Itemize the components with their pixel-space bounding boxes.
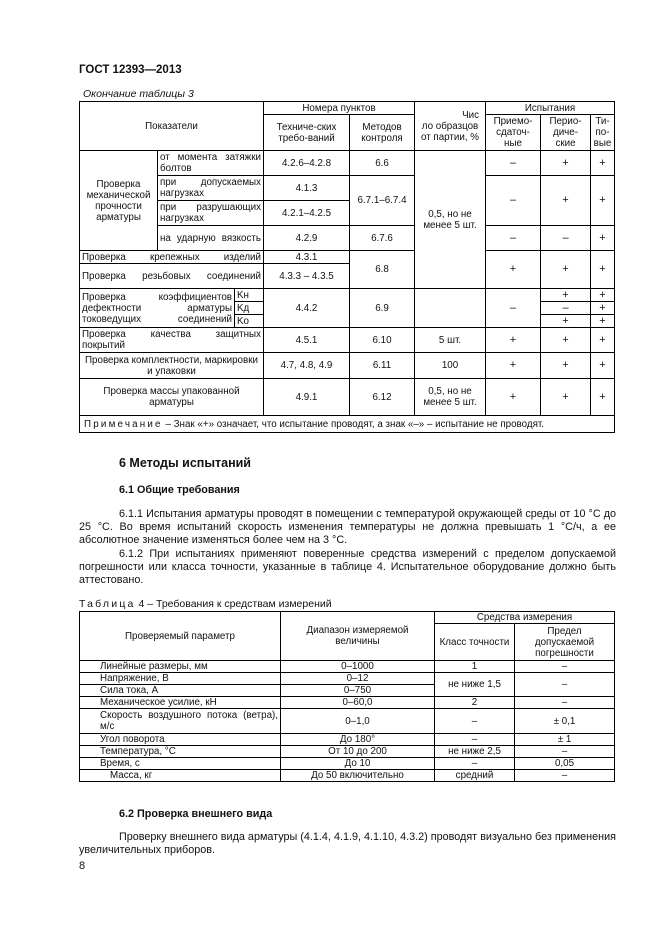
t4-row-param: Температура, °С [80, 746, 281, 758]
t4-row-param: Напряжение, В [80, 673, 281, 685]
row-coatings-per: + [541, 328, 591, 353]
table3-note [80, 416, 615, 433]
col-range: Диапазон измеряемой величины [281, 612, 435, 661]
row-mass-per: + [541, 379, 591, 416]
t4-row-range: До 180° [281, 734, 435, 746]
row-defect-k3: Kо [235, 315, 264, 328]
col-accuracy: Класс точности [435, 624, 515, 661]
table4-caption-word: Таблица [79, 598, 136, 610]
paragraph-612: 6.1.2 При испытаниях применяют поверенные средства измерений с пределом допускаемой погрешности или класса точности, указанные в таблице 4. Испытательное оборудование должно быть аттестовано. [79, 548, 616, 586]
t4-row-range: От 10 до 200 [281, 746, 435, 758]
row-defect-tech: 4.4.2 [264, 289, 350, 328]
row-impact-meth: 6.7.6 [350, 226, 415, 251]
row-fasteners-typ: + [591, 251, 615, 289]
row-load-acc: – [486, 176, 541, 226]
standard-header: ГОСТ 12393—2013 [79, 64, 182, 76]
section61-title: 6.1 Общие требования [119, 484, 240, 496]
t4-row-range: 0–750 [281, 685, 435, 697]
row-coatings-meth: 6.10 [350, 328, 415, 353]
section6-title: 6 Методы испытаний [119, 456, 251, 470]
paragraph-62: Проверку внешнего вида арматуры (4.1.4, 4.1.9, 4.1.10, 4.3.2) проводят визуально без применения увеличительных приборов. [79, 831, 616, 856]
t4-row-range: 0–1000 [281, 661, 435, 673]
row-impact-per: – [541, 226, 591, 251]
col-samples [415, 102, 486, 151]
row-defect-k2: Kд [235, 302, 264, 315]
note-word: Примечание [84, 418, 163, 430]
row-defect-label: Проверка коэффициентов дефектности арматуры токоведущих соединений [80, 289, 235, 328]
t4-row-param: Масса, кг [80, 770, 281, 782]
samples-group-cell: 0,5, но не менее 5 шт. [415, 151, 486, 289]
row-permissible-load-label: при допускаемых нагрузках [158, 176, 264, 201]
col-error: Предел допускаемой погрешности [515, 624, 615, 661]
row-defect-acc: – [486, 289, 541, 328]
t4-row-acc: – [435, 709, 515, 734]
table3-caption: Окончание таблицы 3 [83, 88, 194, 100]
table4-caption [79, 598, 332, 610]
row-mass-label: Проверка массы упакованной арматуры [80, 379, 264, 416]
row-coatings-tech: 4.5.1 [264, 328, 350, 353]
row-load-meth: 6.7.1–6.7.4 [350, 176, 415, 226]
row-bolt-torque-typ: + [591, 151, 615, 176]
row-fasteners-acc: + [486, 251, 541, 289]
page-number: 8 [79, 860, 86, 872]
col-methods: Методов контроля [350, 115, 415, 151]
row-completeness-acc: + [486, 353, 541, 379]
t4-row-acc: – [435, 758, 515, 770]
t4-row-range: 0–12 [281, 673, 435, 685]
row-impact-tech: 4.2.9 [264, 226, 350, 251]
row-fasteners-label: Проверка крепежных изделий [80, 251, 264, 264]
row-breaking-load-label: при разрушающих нагрузках [158, 201, 264, 226]
t4-row-err: ± 0,1 [515, 709, 615, 734]
row-completeness-per: + [541, 353, 591, 379]
section62-title: 6.2 Проверка внешнего вида [119, 808, 273, 820]
row-breaking-load-tech: 4.2.1–4.2.5 [264, 201, 350, 226]
row-coatings-typ: + [591, 328, 615, 353]
col-tests: Испытания [486, 102, 615, 115]
note-text: – Знак «+» означает, что испытание проводят, а знак «–» – испытание не проводят. [162, 418, 544, 430]
row-defect-typ2: + [591, 302, 615, 315]
row-mass-meth: 6.12 [350, 379, 415, 416]
row-mass-typ: + [591, 379, 615, 416]
row-completeness-label: Проверка комплектности, маркировки и упаковки [80, 353, 264, 379]
row-defect-per1: + [541, 289, 591, 302]
row-bolt-torque-acc: – [486, 151, 541, 176]
t4-row-acc: 1 [435, 661, 515, 673]
row-defect-meth: 6.9 [350, 289, 415, 328]
t4-merged-err: – [515, 673, 615, 697]
t4-row-range: До 10 [281, 758, 435, 770]
t4-row-param: Линейные размеры, мм [80, 661, 281, 673]
row-load-per: + [541, 176, 591, 226]
t4-row-err: ± 1 [515, 734, 615, 746]
t4-row-param: Время, с [80, 758, 281, 770]
col-periodic: Перио-диче-ские [541, 115, 591, 151]
row-fasteners-meth: 6.8 [350, 251, 415, 289]
table3 [79, 101, 615, 433]
col-samples-l1: Чис [462, 109, 479, 121]
row-defect-per2: – [541, 302, 591, 315]
t4-row-err: – [515, 661, 615, 673]
col-tech-req: Техниче-ских требо-ваний [264, 115, 350, 151]
row-defect-typ3: + [591, 315, 615, 328]
row-impact-typ: + [591, 226, 615, 251]
col-param: Проверяемый параметр [80, 612, 281, 661]
row-permissible-load-tech: 4.1.3 [264, 176, 350, 201]
row-completeness-tech: 4.7, 4.8, 4.9 [264, 353, 350, 379]
t4-row-err: – [515, 770, 615, 782]
col-means: Средства измерения [435, 612, 615, 624]
t4-merged-acc: не ниже 1,5 [435, 673, 515, 697]
row-mass-acc: + [486, 379, 541, 416]
row-bolt-torque-meth: 6.6 [350, 151, 415, 176]
row-impact-label: на ударную вязкость [158, 226, 264, 251]
row-fasteners-per: + [541, 251, 591, 289]
paragraph-611: 6.1.1 Испытания арматуры проводят в помещении с температурой окружающей среды от 10 °С до 25 °С. Во время испытаний скорость изменения температуры не должна превышать 1 °С/ч, а ее абсолютное значение изменяться более чем на 3 °С. [79, 508, 616, 546]
t4-row-err: – [515, 697, 615, 709]
table4-caption-rest: 4 – Требования к средствам измерений [135, 598, 332, 610]
t4-row-range: До 50 включительно [281, 770, 435, 782]
row-threads-label: Проверка резьбовых соединений [80, 264, 264, 289]
row-bolt-torque-per: + [541, 151, 591, 176]
row-threads-tech: 4.3.3 – 4.3.5 [264, 264, 350, 289]
t4-row-acc: – [435, 734, 515, 746]
row-defect-samples-empty [415, 289, 486, 328]
row-completeness-samples: 100 [415, 353, 486, 379]
row-bolt-torque-label: от момента затяжки болтов [158, 151, 264, 176]
row-fasteners-tech: 4.3.1 [264, 251, 350, 264]
t4-row-param: Механическое усилие, кН [80, 697, 281, 709]
t4-row-param: Сила тока, А [80, 685, 281, 697]
t4-row-range: 0–1,0 [281, 709, 435, 734]
col-type: Ти-по-вые [591, 115, 615, 151]
t4-row-acc: 2 [435, 697, 515, 709]
row-impact-acc: – [486, 226, 541, 251]
row-defect-per3: + [541, 315, 591, 328]
t4-row-param: Скорость воздушного потока (ветра), м/с [80, 709, 281, 734]
col-indicators: Показатели [80, 102, 264, 151]
t4-row-param: Угол поворота [80, 734, 281, 746]
row-defect-typ1: + [591, 289, 615, 302]
row-load-typ: + [591, 176, 615, 226]
row-bolt-torque-tech: 4.2.6–4.2.8 [264, 151, 350, 176]
row-defect-k1: Kн [235, 289, 264, 302]
col-acceptance: Приемо-сдаточ-ные [486, 115, 541, 151]
row-coatings-label: Проверка качества защитных покрытий [80, 328, 264, 353]
row-completeness-typ: + [591, 353, 615, 379]
t4-row-range: 0–60,0 [281, 697, 435, 709]
table4 [79, 611, 615, 782]
t4-row-acc: средний [435, 770, 515, 782]
row-mass-tech: 4.9.1 [264, 379, 350, 416]
group-mechanical-strength: Проверка механической прочности арматуры [80, 151, 158, 251]
row-mass-samples: 0,5, но не менее 5 шт. [415, 379, 486, 416]
row-coatings-acc: + [486, 328, 541, 353]
t4-row-acc: не ниже 2,5 [435, 746, 515, 758]
col-samples-l2: ло образцов от партии, % [420, 120, 480, 143]
row-completeness-meth: 6.11 [350, 353, 415, 379]
col-clause-numbers: Номера пунктов [264, 102, 415, 115]
t4-row-err: 0,05 [515, 758, 615, 770]
t4-row-err: – [515, 746, 615, 758]
row-coatings-samples: 5 шт. [415, 328, 486, 353]
